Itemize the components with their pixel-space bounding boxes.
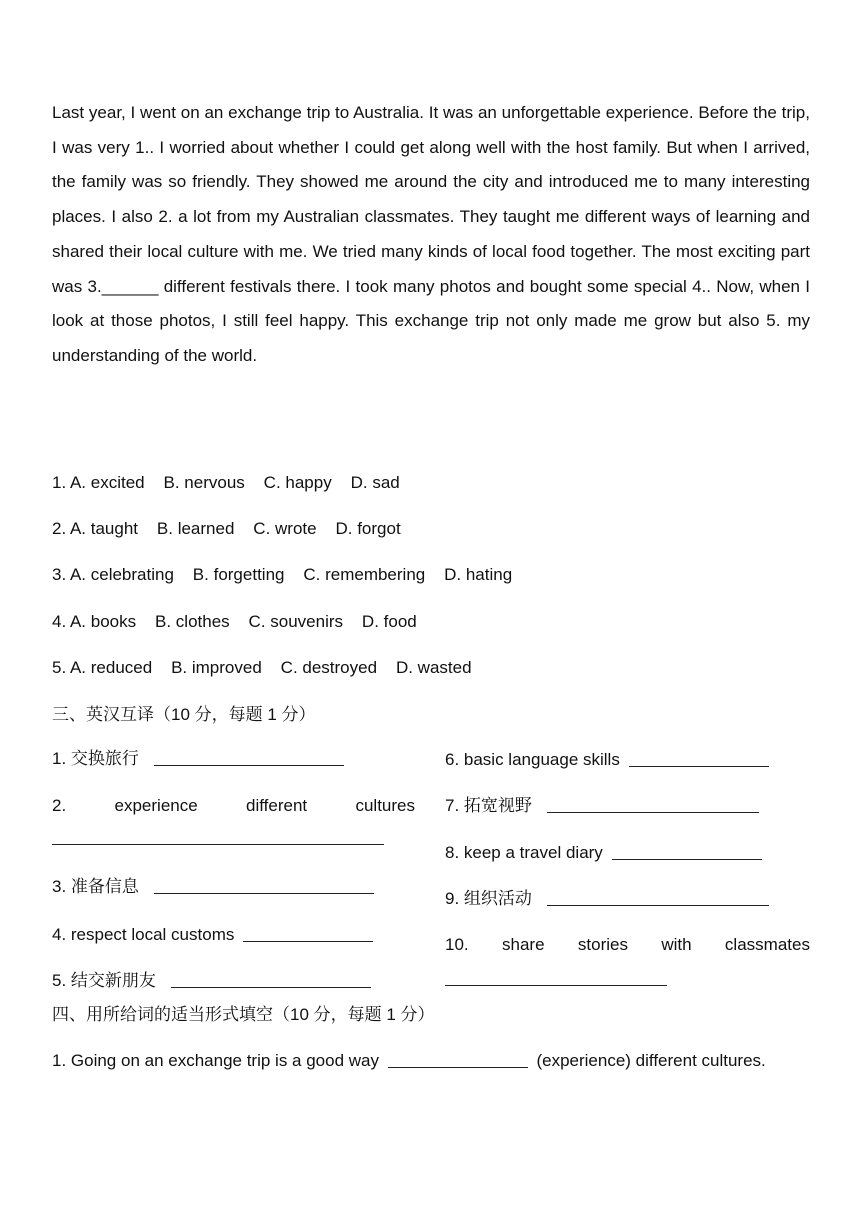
options-list bbox=[52, 466, 810, 697]
item-2-word: cultures bbox=[355, 796, 415, 815]
item-2-number: 2. bbox=[52, 796, 67, 815]
translation-item-8 bbox=[445, 836, 762, 870]
item-5-prompt: 5. 结交新朋友 bbox=[52, 971, 156, 990]
translation-item-10 bbox=[445, 928, 810, 962]
section-3-title: 三、英汉互译（10 分，每题 1 分） bbox=[52, 705, 316, 724]
answer-blank-10[interactable] bbox=[445, 967, 667, 986]
answer-blank-3[interactable] bbox=[154, 875, 374, 894]
item-9-prompt: 9. 组织活动 bbox=[445, 889, 532, 908]
translation-item-3 bbox=[52, 870, 374, 904]
reading-passage: Last year, I went on an exchange trip to Australia. It was an unforgettable experience. Before the trip, I was very 1.. I worried about whether I could get along well with the host family. But when I arrived, the family was so friendly. They showed me around the city and introduced me to many interesting places. I also 2. a lot from my Australian classmates. They taught me different ways of learning and shared their local culture with me. We tried many kinds of local food together. The most exciting part was 3.______ different festivals there. I took many photos and bought some special 4.. Now, when I look at those photos, I still feel happy. This exchange trip not only made me grow but also 5. my understanding of the world. bbox=[52, 103, 810, 365]
answer-blank-9[interactable] bbox=[547, 887, 769, 906]
translation-item-1 bbox=[52, 742, 344, 776]
fill-answer-blank-1[interactable] bbox=[388, 1049, 528, 1068]
fill-question-1-hint: (experience) different cultures. bbox=[536, 1051, 766, 1070]
item-1-prompt: 1. 交换旅行 bbox=[52, 749, 139, 768]
fill-question-1-text: 1. Going on an exchange trip is a good way bbox=[52, 1051, 379, 1070]
answer-blank-8[interactable] bbox=[612, 841, 762, 860]
answer-blank-6[interactable] bbox=[629, 748, 769, 767]
answer-blank-7[interactable] bbox=[547, 794, 759, 813]
reading-passage-block bbox=[52, 96, 810, 374]
item-4-prompt: 4. respect local customs bbox=[52, 925, 235, 944]
item-10-word: classmates bbox=[724, 935, 810, 954]
item-8-prompt: 8. keep a travel diary bbox=[445, 843, 603, 862]
option-row-2: 2. A. taught B. learned C. wrote D. forgot bbox=[52, 519, 401, 539]
option-row-4: 4. A. books B. clothes C. souvenirs D. food bbox=[52, 611, 417, 631]
item-10-word: stories bbox=[577, 935, 628, 954]
option-row-1: 1. A. excited B. nervous C. happy D. sad bbox=[52, 473, 400, 492]
translation-item-5 bbox=[52, 964, 371, 998]
translation-item-4 bbox=[52, 918, 373, 952]
item-2-word: different bbox=[246, 796, 308, 815]
answer-blank-2[interactable] bbox=[52, 826, 384, 845]
translation-item-9 bbox=[445, 882, 769, 916]
option-row-3: 3. A. celebrating B. forgetting C. remembering D. hating bbox=[52, 565, 513, 585]
section-4-title: 四、用所给词的适当形式填空（10 分，每题 1 分） bbox=[52, 1005, 435, 1024]
translation-grid bbox=[52, 742, 810, 1002]
item-10-word: share bbox=[502, 935, 545, 954]
answer-blank-4[interactable] bbox=[243, 923, 373, 942]
item-6-prompt: 6. basic language skills bbox=[445, 750, 620, 769]
item-3-prompt: 3. 准备信息 bbox=[52, 877, 139, 896]
option-row-5: 5. A. reduced B. improved C. destroyed D. wasted bbox=[52, 657, 472, 677]
item-7-prompt: 7. 拓宽视野 bbox=[445, 796, 532, 815]
translation-item-6 bbox=[445, 743, 769, 777]
translation-item-2 bbox=[52, 789, 415, 823]
answer-blank-1[interactable] bbox=[154, 747, 344, 766]
translation-item-7 bbox=[445, 789, 759, 823]
item-2-word: experience bbox=[114, 796, 198, 815]
item-10-word: with bbox=[661, 935, 692, 954]
fill-question-1 bbox=[52, 1044, 766, 1078]
answer-blank-5[interactable] bbox=[171, 969, 371, 988]
item-10-number: 10. bbox=[445, 935, 469, 954]
